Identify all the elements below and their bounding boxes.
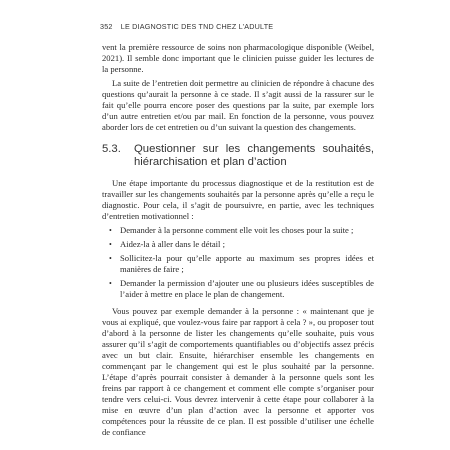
running-header [100,22,400,31]
running-title: LE DIAGNOSTIC DES TND CHEZ L’ADULTE [120,22,274,31]
bullet-icon: • [109,279,112,288]
section-title: Questionner sur les changements souhaités, hiérarchisation et plan d’action [134,143,374,168]
list-item [109,253,374,275]
section-heading [102,143,374,169]
bullet-icon: • [109,226,112,235]
list-item [109,239,374,250]
list-item-text: Demander à la personne comment elle voit les choses pour la suite ; [120,225,354,235]
paragraph-continued: vent la première ressource de soins non pharmacologique disponible (Weibel, 2021). Il semble donc important que le clinicien puisse guider les lectures de la personne. [102,42,374,74]
bullet-list [102,225,374,300]
section-intro-paragraph: Une étape importante du processus diagnostique et de la restitution est de travailler sur les changements souhaités par la personne après qu’elle a reçu le diagnostic. Pour cela, il s’agit de poursuivre, en partie, avec les techniques d’entretien motivationnel : [102,178,374,221]
bullet-icon: • [109,240,112,249]
page-body [102,42,374,438]
list-item-text: Demander la permission d’ajouter une ou plusieurs idées susceptibles de l’aider à mettre en place le plan de changement. [120,278,374,299]
paragraph: La suite de l’entretien doit permettre au clinicien de répondre à chacune des questions qu’aurait la personne à ce stade. Il s’agit aussi de la rassurer sur le fait qu’elle pourra encore poser des questions par la suite, par exemple lors d’un autre entretien et/ou par mail. En fonction de la personne, vous pouvez aborder lors de cet entretien ou d’un suivant la question des changements. [102,78,374,132]
list-item [109,225,374,236]
bullet-icon: • [109,254,112,263]
paragraph: Vous pouvez par exemple demander à la personne : « maintenant que je vous ai expliqué, que voulez-vous faire par rapport à cela ? », ou proposer tout d’abord à la personne de lister les changements qu’elle souhaite, puis vous assurer qu’il s’agit de comportements quantifiables ou d’objectifs assez précis avec un but clair. Ensuite, hiérarchiser ensemble les changements en commençant par le changement qui est le plus souhaité par la personne. L’étape d’après pourrait consister à demander à la personne quels sont les freins par rapport à ce changement et comment elle compte s’organiser pour tendre vers celui-ci. Vous devrez intervenir à cette étape pour collaborer à la mise en œuvre d’un plan d’action avec la personne et apporter vos compétences pour la réussite de ce plan. Il est possible d’utiliser une échelle de confiance [102,306,374,437]
list-item-text: Aidez-la à aller dans le détail ; [120,239,225,249]
list-item-text: Sollicitez-la pour qu’elle apporte au maximum ses propres idées et manières de faire ; [120,253,374,274]
list-item [109,278,374,300]
section-number: 5.3. [102,143,121,155]
page-number: 352 [100,22,113,31]
